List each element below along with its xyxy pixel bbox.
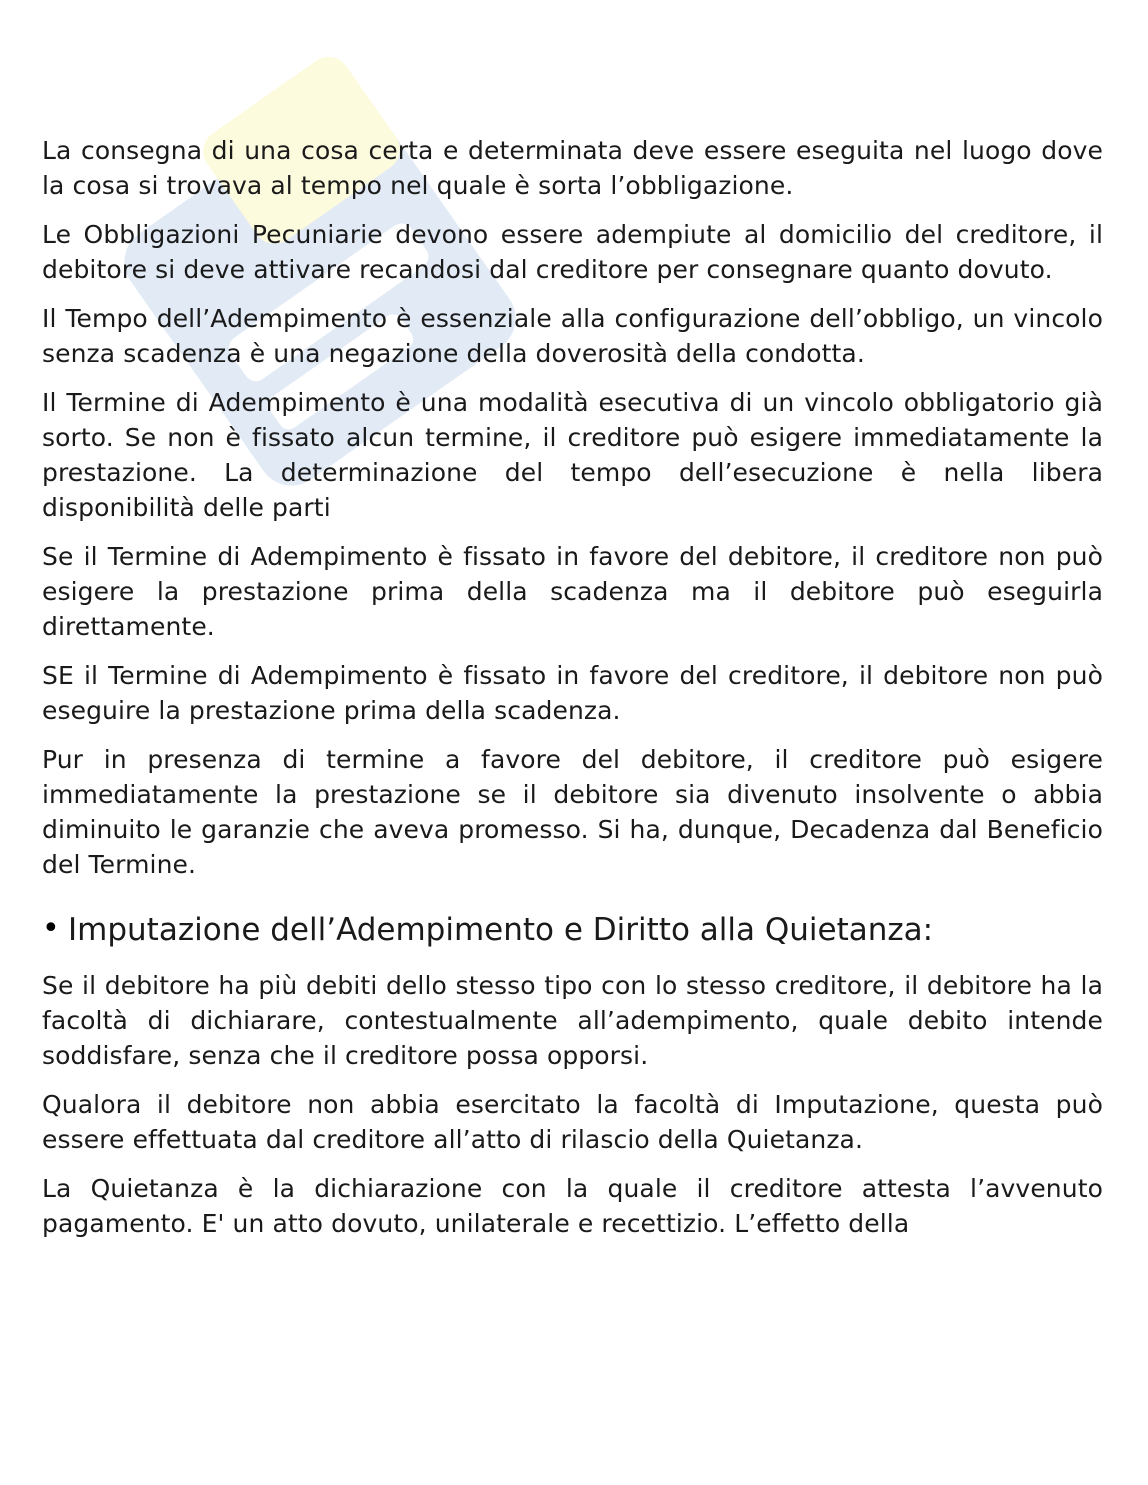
- bullet-icon: •: [42, 911, 60, 946]
- paragraph: La Quietanza è la dichiarazione con la quale il creditore attesta l’avvenuto pagamento. E' un atto dovuto, unilaterale e recettizio. L’effetto della: [42, 1174, 1103, 1238]
- paragraph: Se il debitore ha più debiti dello stesso tipo con lo stesso creditore, il debitore ha la facoltà di dichiarare, contestualmente all’adempimento, quale debito intende soddisfare, senza che il creditore possa opporsi.: [42, 971, 1103, 1070]
- paragraph: Le Obbligazioni Pecuniarie devono essere adempiute al domicilio del creditore, il debitore si deve attivare recandosi dal creditore per consegnare quanto dovuto.: [42, 220, 1103, 284]
- paragraph: Qualora il debitore non abbia esercitato la facoltà di Imputazione, questa può essere effettuata dal creditore all’atto di rilascio della Quietanza.: [42, 1090, 1103, 1154]
- paragraph: Pur in presenza di termine a favore del debitore, il creditore può esigere immediatamente la prestazione se il debitore sia divenuto insolvente o abbia diminuito le garanzie che aveva promesso. Si ha, dunque, Decadenza dal Beneficio del Termine.: [42, 745, 1103, 879]
- paragraph: Se il Termine di Adempimento è fissato in favore del debitore, il creditore non può esigere la prestazione prima della scadenza ma il debitore può eseguirla direttamente.: [42, 542, 1103, 641]
- section-heading-text: Imputazione dell’Adempimento e Diritto alla Quietanza:: [68, 912, 934, 948]
- paragraph: SE il Termine di Adempimento è fissato in favore del creditore, il debitore non può eseguire la prestazione prima della scadenza.: [42, 661, 1103, 725]
- paragraph: Il Tempo dell’Adempimento è essenziale alla configurazione dell’obbligo, un vincolo senza scadenza è una negazione della doverosità della condotta.: [42, 304, 1103, 368]
- paragraph: Il Termine di Adempimento è una modalità esecutiva di un vincolo obbligatorio già sorto. Se non è fissato alcun termine, il creditore può esigere immediatamente la prestazione. La determinazione del tempo dell’esecuzione è nella libera disponibilità delle parti: [42, 388, 1103, 522]
- paragraph: La consegna di una cosa certa e determinata deve essere eseguita nel luogo dove la cosa si trovava al tempo nel quale è sorta l’obbligazione.: [42, 136, 1103, 200]
- section-heading: [42, 910, 1103, 950]
- document-body: [42, 133, 1103, 1255]
